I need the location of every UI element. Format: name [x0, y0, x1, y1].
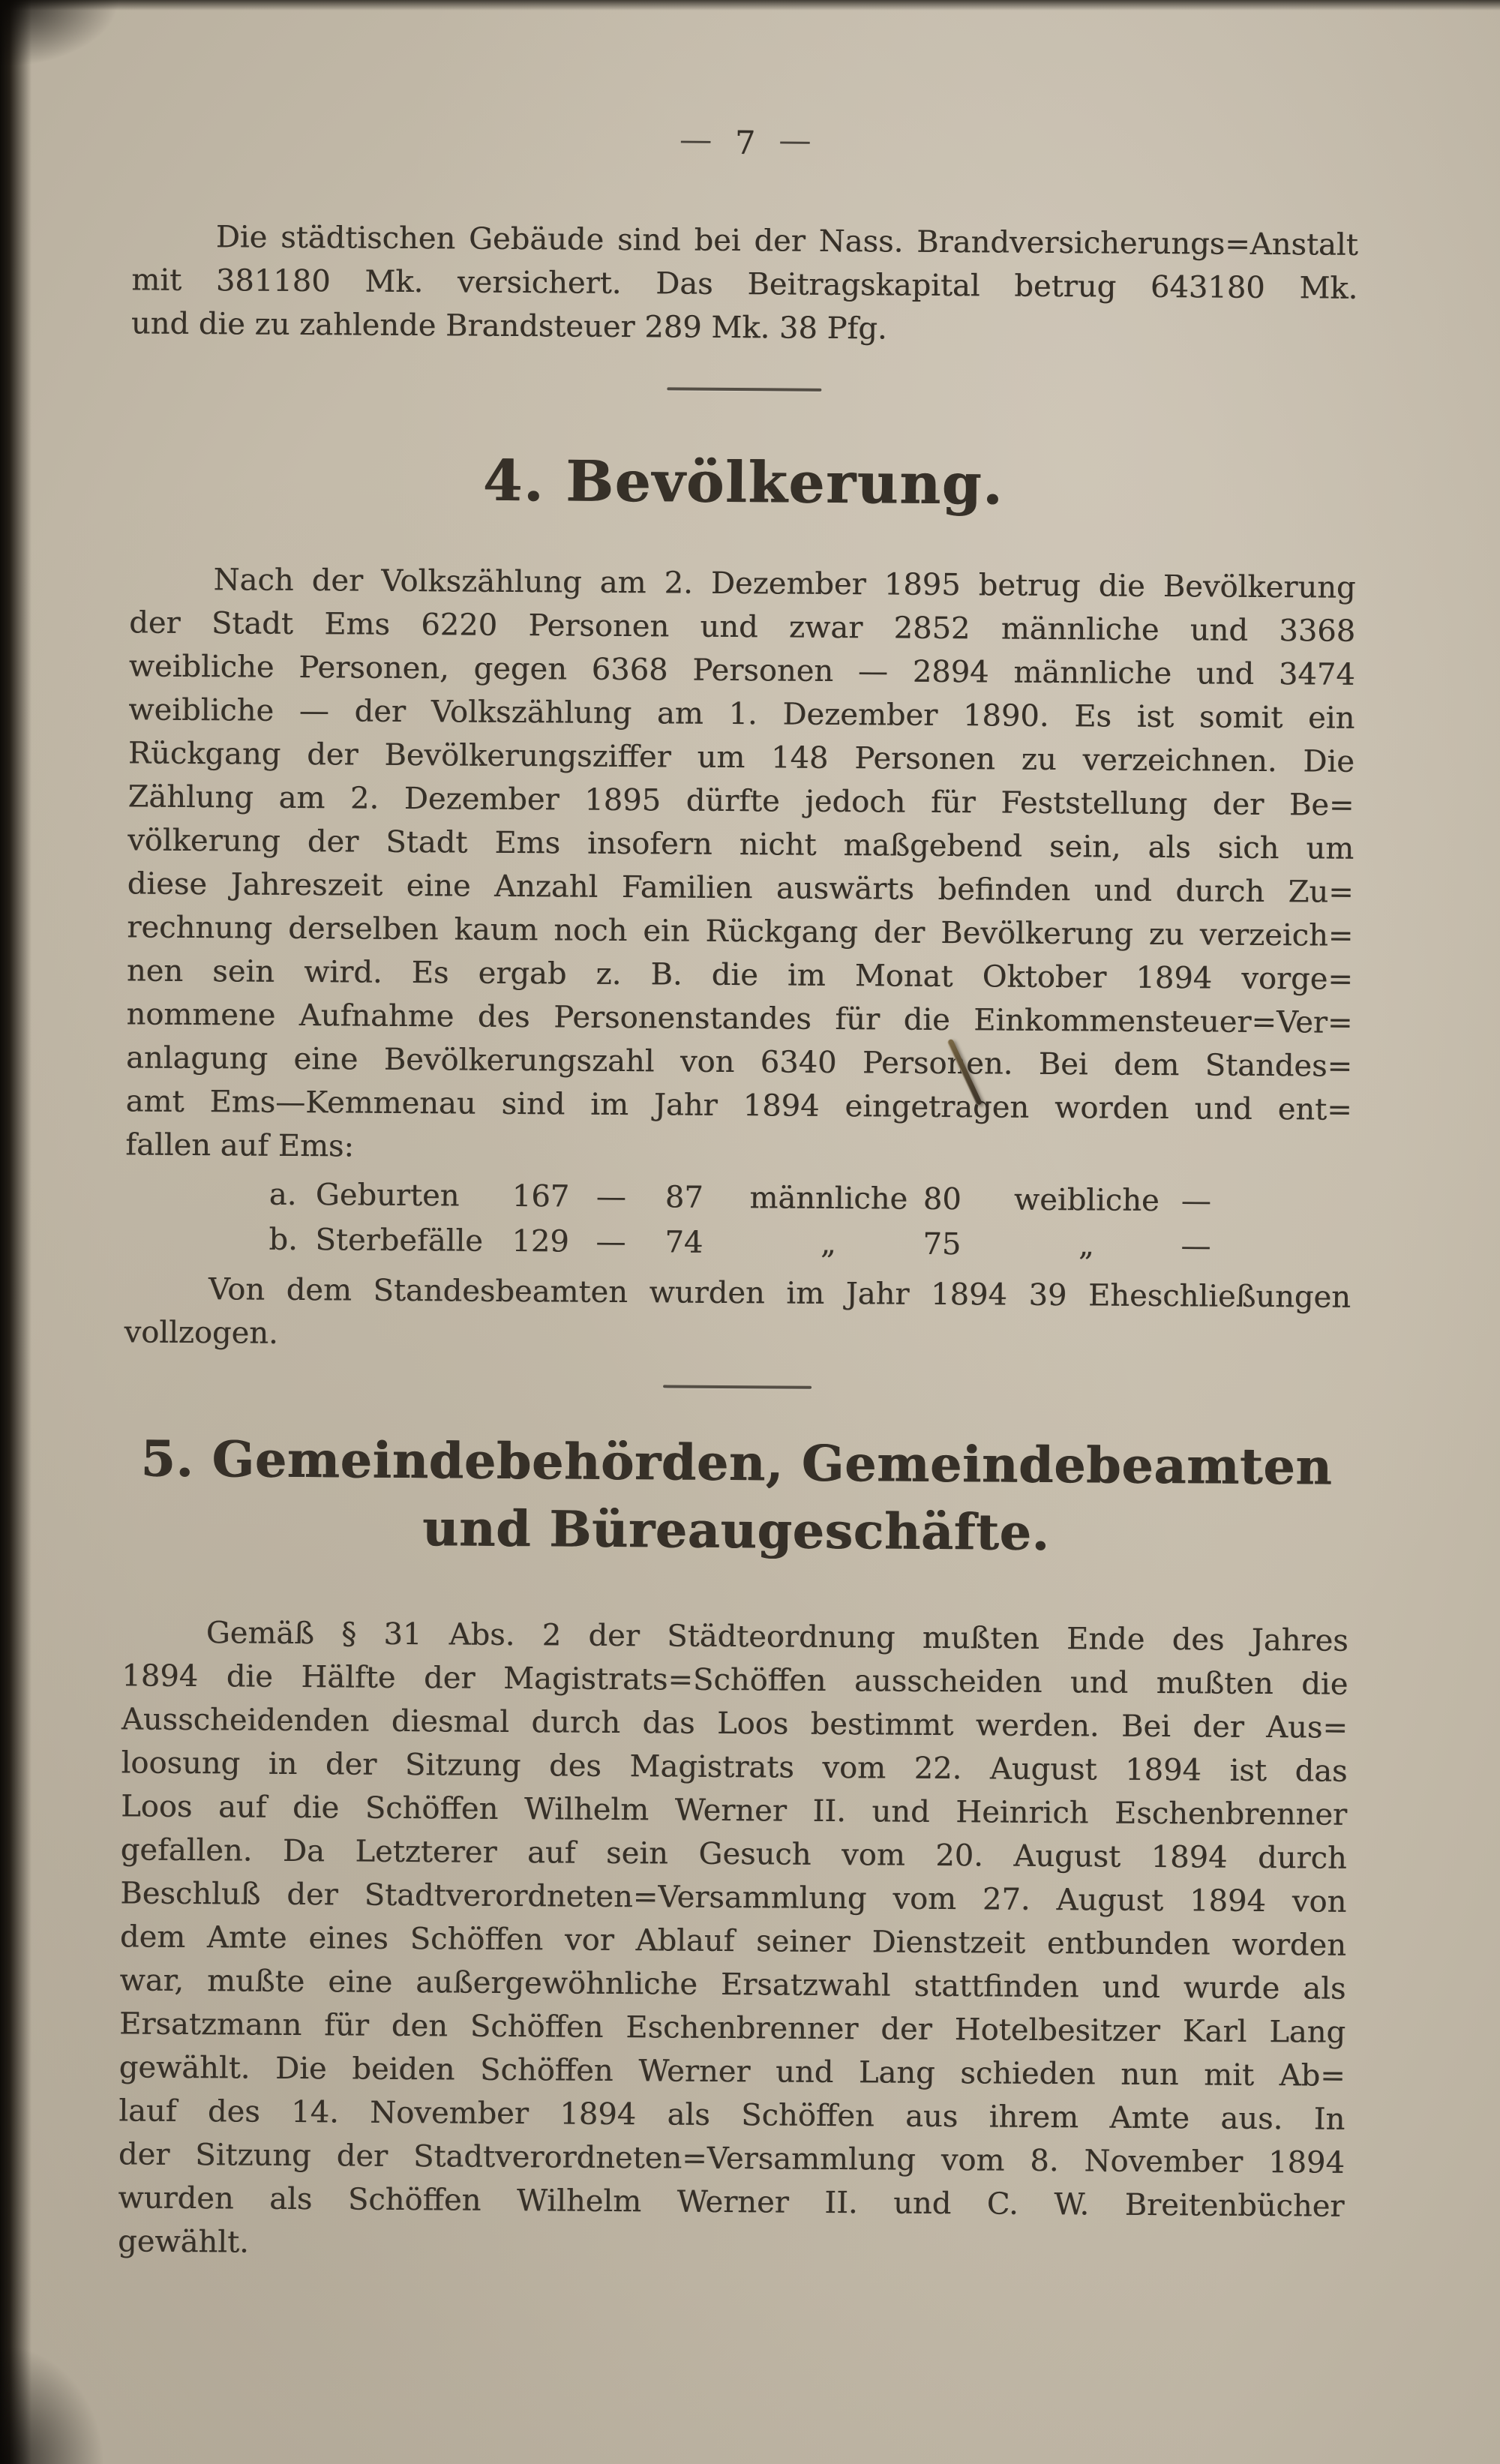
marriages-paragraph [124, 1267, 1351, 1362]
header-dash-left: — [679, 121, 713, 159]
text-line: der Stadt Ems 6220 Personen und zwar 2852 männliche und 3368 [129, 605, 1356, 649]
text-line: Ersatzmann für den Schöffen Eschenbrenner der Hotelbesitzer Karl Lang [118, 2006, 1346, 2050]
text-line: weibliche — der Volkszählung am 1. Dezember 1890. Es ist somit ein [128, 692, 1355, 736]
deaths-total: 129 [512, 1223, 569, 1259]
text-line: Nach der Volkszählung am 2. Dezember 1895 betrug die Bevölkerung [213, 563, 1356, 605]
births-female: 80 [922, 1181, 962, 1217]
deaths-female-label: „ [1078, 1228, 1094, 1263]
deaths-male: 74 [664, 1225, 704, 1260]
municipal-paragraph [118, 1610, 1348, 2271]
text-line: gewählt. [117, 2224, 249, 2260]
text-line: lauf des 14. November 1894 als Schöffen aus ihrem Amte aus. In [118, 2093, 1346, 2137]
section-divider [663, 1385, 812, 1388]
births-index: a. [268, 1177, 297, 1212]
births-male-label: männliche [749, 1181, 908, 1217]
text-line: Rückgang der Bevölkerungsziffer um 148 Personen zu verzeichnen. Die [128, 736, 1355, 779]
text-line: amt Ems—Kemmenau sind im Jahr 1894 eingetragen worden und ent= [125, 1084, 1352, 1127]
scan-corner-top-left [0, 0, 120, 68]
deaths-female: 75 [922, 1226, 962, 1262]
text-line: nen sein wird. Es ergab z. B. die im Monat Oktober 1894 vorge= [126, 953, 1354, 997]
page-content [118, 0, 1360, 2272]
deaths-index: b. [268, 1222, 298, 1258]
births-dash: — [596, 1179, 627, 1215]
births-row [269, 1172, 1352, 1225]
text-line: war, mußte eine außergewöhnliche Ersatzwahl stattfinden und wurde als [119, 1963, 1346, 2006]
text-line: gewählt. Die beiden Schöffen Werner und Lang schieden nun mit Ab= [118, 2050, 1346, 2093]
scan-edge-left [0, 0, 32, 2464]
deaths-male-label: „ [820, 1226, 836, 1262]
section-5-heading-line1: 5. Gemeindebehörden, Gemeindebeamten [140, 1429, 1333, 1496]
deaths-category: Sterbefälle [315, 1223, 484, 1259]
text-line: 1894 die Hälfte der Magistrats=Schöffen ausscheiden und mußten die [122, 1658, 1348, 1702]
deaths-end-dash: — [1180, 1229, 1211, 1264]
header-dash-right: — [778, 122, 812, 160]
deaths-dash: — [596, 1224, 626, 1260]
scan-corner-bottom-left [0, 2344, 105, 2464]
text-line: fallen auf Ems: [125, 1127, 355, 1164]
text-line: diese Jahreszeit eine Anzahl Familien auswärts befinden und durch Zu= [127, 866, 1354, 910]
text-line: Loos auf die Schöffen Wilhelm Werner II. und Heinrich Eschenbrenner [121, 1789, 1348, 1832]
births-male: 87 [664, 1180, 704, 1215]
text-line: dem Amte eines Schöffen vor Ablauf seiner Dienstzeit entbunden worden [119, 1919, 1347, 1963]
vital-statistics-list [124, 1171, 1352, 1269]
section-5-heading [122, 1424, 1349, 1568]
page-number-header [133, 120, 1359, 166]
section-divider [667, 387, 821, 391]
births-end-dash: — [1180, 1184, 1211, 1219]
page-number: 7 [734, 125, 757, 163]
text-line: Die städtischen Gebäude sind bei der Nass. Brandversicherungs=Anstalt [215, 220, 1358, 263]
intro-paragraph [131, 215, 1358, 353]
text-line: gefallen. Da Letzterer auf sein Gesuch vom 20. August 1894 durch [120, 1832, 1347, 1876]
text-line: Zählung am 2. Dezember 1895 dürfte jedoch für Feststellung der Be= [128, 779, 1354, 823]
text-line: wurden als Schöffen Wilhelm Werner II. und C. W. Breitenbücher [118, 2180, 1345, 2224]
text-line: und die zu zahlende Brandsteuer 289 Mk. 38 Pfg. [130, 306, 887, 347]
text-line: Gemäß § 31 Abs. 2 der Städteordnung mußten Ende des Jahres [206, 1616, 1348, 1658]
text-line: vollzogen. [124, 1315, 278, 1351]
population-paragraph [125, 557, 1356, 1175]
births-category: Geburten [315, 1178, 460, 1214]
text-line: Ausscheidenden diesmal durch das Loos bestimmt werden. Bei der Aus= [121, 1702, 1348, 1745]
text-line: weibliche Personen, gegen 6368 Personen — 2894 männliche und 3474 [128, 649, 1355, 692]
text-line: Beschluß der Stadtverordneten=Versammlung vom 27. August 1894 von [120, 1876, 1347, 1919]
text-line: völkerung der Stadt Ems insofern nicht maßgebend sein, als sich um [128, 823, 1354, 866]
deaths-row [268, 1217, 1351, 1270]
text-line: rechnung derselben kaum noch ein Rückgang der Bevölkerung zu verzeich= [127, 910, 1354, 953]
text-line: anlagung eine Bevölkerungszahl von 6340 Personen. Bei dem Standes= [125, 1040, 1353, 1084]
text-line: der Sitzung der Stadtverordneten=Versammlung vom 8. November 1894 [118, 2137, 1346, 2180]
section-4-heading: 4. Bevölkerung. [482, 447, 1004, 518]
births-female-label: weibliche [1013, 1182, 1160, 1219]
section-5-heading-line2: und Büreaugeschäfte. [422, 1499, 1050, 1562]
text-line: nommene Aufnahme des Personenstandes für die Einkommensteuer=Ver= [126, 997, 1353, 1040]
text-line: mit 381180 Mk. versichert. Das Beitragskapital betrug 643180 Mk. [131, 263, 1358, 306]
births-total: 167 [512, 1178, 570, 1214]
text-line: Von dem Standesbeamten wurden im Jahr 1894 39 Eheschließungen [208, 1272, 1352, 1315]
text-line: loosung in der Sitzung des Magistrats vom 22. August 1894 ist das [121, 1745, 1348, 1789]
